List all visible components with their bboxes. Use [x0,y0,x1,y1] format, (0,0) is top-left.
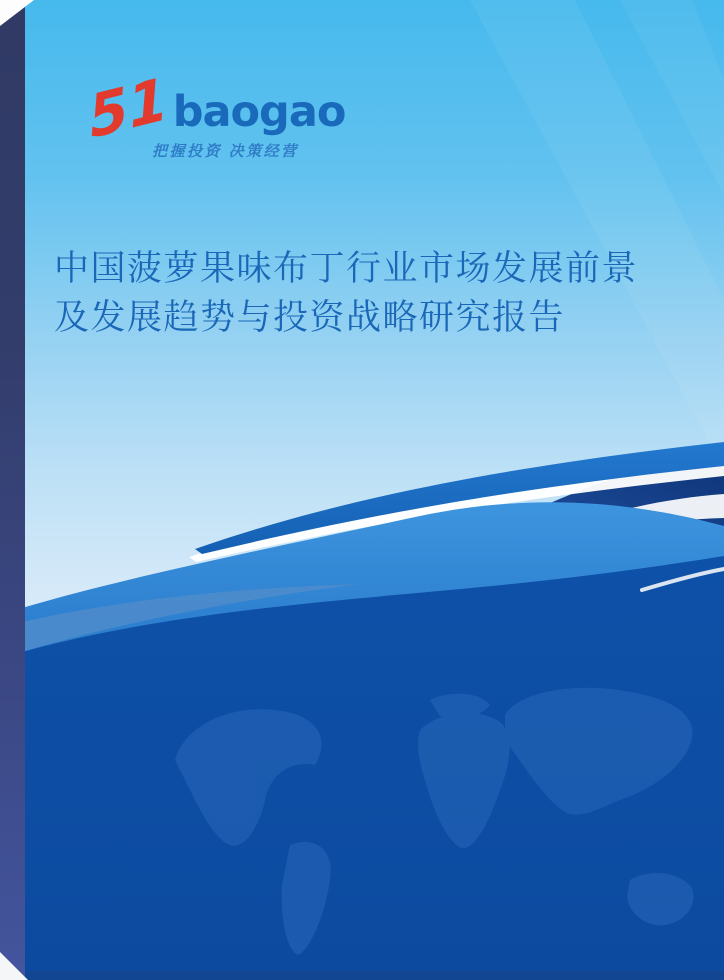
logo-name-baogao: baogao [172,87,346,138]
logo-mark-51: 51 [85,64,172,152]
page-corner-top [0,0,34,26]
brand-logo [85,64,346,161]
report-title [54,244,694,342]
book-spine [0,0,25,980]
bottom-strip [0,971,724,980]
report-title-line-2: 及发展趋势与投资战略研究报告 [54,298,566,337]
report-title-line-1: 中国菠萝果味布丁行业市场发展前景 [54,249,639,288]
logo-slogan: 把握投资 决策经营 [152,143,299,161]
page-corner-bottom [0,952,28,980]
